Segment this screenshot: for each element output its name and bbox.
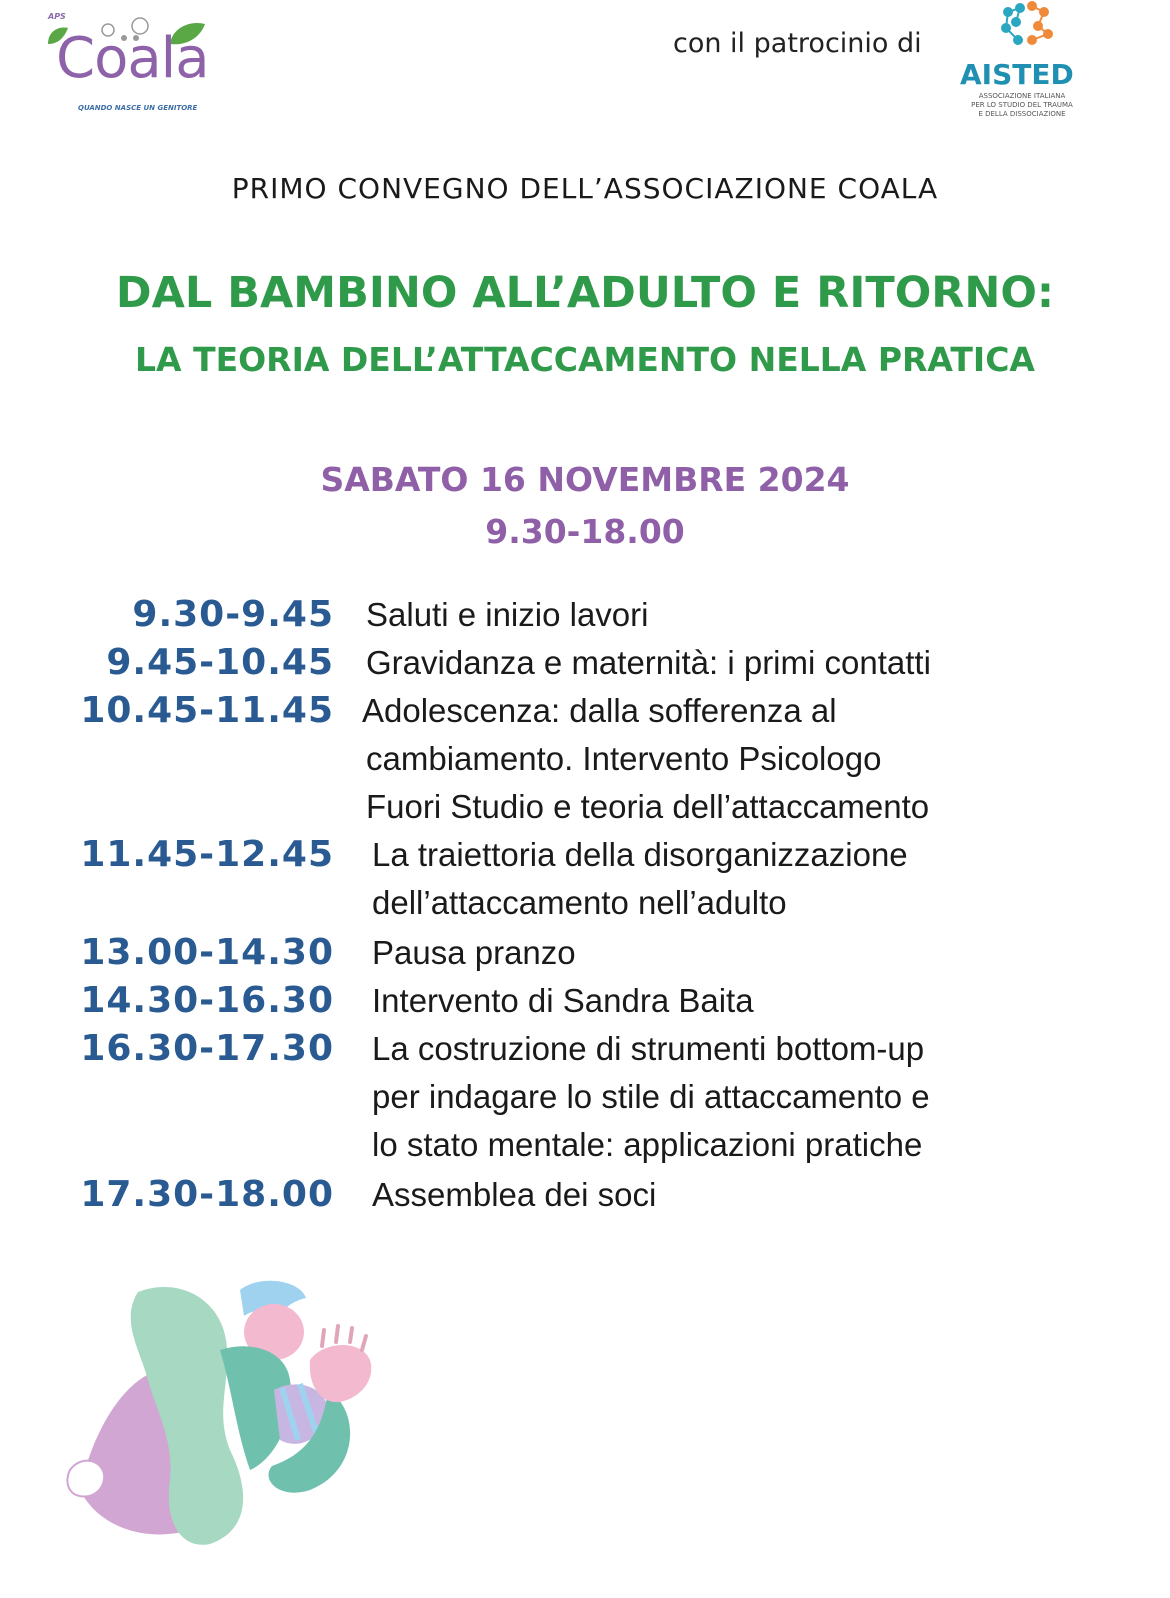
program-line: Adolescenza: dalla sofferenza al xyxy=(362,692,837,729)
aisted-line-2: PER LO STUDIO DEL TRAUMA xyxy=(971,101,1073,109)
program-line: lo stato mentale: applicazioni pratiche xyxy=(372,1126,923,1163)
program-line: Pausa pranzo xyxy=(372,934,576,971)
parent-child-icon xyxy=(60,1280,400,1580)
coala-wordmark: Coala xyxy=(56,26,209,91)
program-line: Fuori Studio e teoria dell’attaccamento xyxy=(366,788,930,825)
program-time: 9.45-10.45 xyxy=(106,642,334,683)
patronage-text: con il patrocinio di xyxy=(673,28,922,59)
program-line: dell’attaccamento nell’adulto xyxy=(372,884,787,921)
program-time: 11.45-12.45 xyxy=(80,834,334,875)
aisted-wordmark: AISTED xyxy=(960,58,1074,91)
aisted-logo xyxy=(960,0,1100,124)
program-time: 9.30-9.45 xyxy=(132,594,334,635)
program-time: 10.45-11.45 xyxy=(80,690,334,731)
conference-kicker: PRIMO CONVEGNO DELL’ASSOCIAZIONE COALA xyxy=(231,172,939,205)
program-line: Gravidanza e maternità: i primi contatti xyxy=(366,644,931,681)
program-time: 13.00-14.30 xyxy=(80,932,334,973)
network-brain-icon xyxy=(998,0,1058,58)
title-line-2: LA TEORIA DELL’ATTACCAMENTO NELLA PRATICA xyxy=(135,340,1035,379)
program-time: 16.30-17.30 xyxy=(80,1028,334,1069)
program-line: Assemblea dei soci xyxy=(372,1176,657,1213)
aisted-line-3: E DELLA DISSOCIAZIONE xyxy=(978,110,1066,118)
program-line: cambiamento. Intervento Psicologo xyxy=(366,740,882,777)
title-line-1: DAL BAMBINO ALL’ADULTO E RITORNO: xyxy=(115,268,1055,318)
coala-subtitle: QUANDO NASCE UN GENITORE xyxy=(78,104,198,112)
parent-child-illustration xyxy=(60,1280,400,1580)
event-hours: 9.30-18.00 xyxy=(485,512,685,551)
event-date: SABATO 16 NOVEMBRE 2024 xyxy=(320,460,850,499)
program-time: 14.30-16.30 xyxy=(80,980,334,1021)
program-line: La traiettoria della disorganizzazione xyxy=(372,836,908,873)
coala-tag: APS xyxy=(48,12,66,21)
program-line: Saluti e inizio lavori xyxy=(366,596,649,633)
program-line: per indagare lo stile di attaccamento e xyxy=(372,1078,930,1115)
coala-logo xyxy=(40,4,220,116)
program-line: Intervento di Sandra Baita xyxy=(372,982,754,1019)
program-line: La costruzione di strumenti bottom-up xyxy=(372,1030,925,1067)
program-time: 17.30-18.00 xyxy=(80,1174,334,1215)
aisted-line-1: ASSOCIAZIONE ITALIANA xyxy=(978,92,1066,100)
